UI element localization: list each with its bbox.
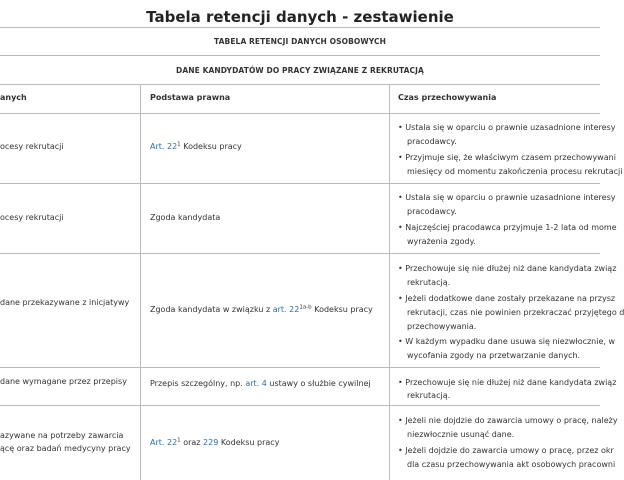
row-3-retention-1b: rekrutacją. bbox=[407, 278, 451, 287]
table-main-heading: TABELA RETENCJI DANYCH OSOBOWYCH bbox=[0, 27, 600, 55]
row-4-category: dane wymagane przez przepisy bbox=[0, 377, 127, 386]
row-5-retention-2b: dla czasu przechowywania akt osobowych pracowni bbox=[407, 460, 616, 469]
row-2-category: ocesy rekrutacji bbox=[0, 213, 64, 222]
row-2-retention-1b: pracodawcy. bbox=[407, 207, 457, 216]
column-header-legal-basis: Podstawa prawna bbox=[150, 93, 231, 102]
row-3-retention-2b: rekrutacji, czas nie powinien przekraczać przyjętego d bbox=[407, 308, 624, 317]
row-2-retention-2a: • Najczęściej pracodawca przyjmuje 1-2 lata od mome bbox=[398, 223, 617, 232]
row-5-legal-basis bbox=[150, 436, 388, 450]
row-3-category: dane przekazywane z inicjatywy bbox=[0, 298, 130, 307]
row-3-legal-basis bbox=[150, 303, 388, 317]
row-1-retention-1b: pracodawcy. bbox=[407, 137, 457, 146]
row-5-retention-1a: • Jeżeli nie dojdzie do zawarcia umowy o pracę, należy bbox=[398, 416, 618, 425]
section-heading: DANE KANDYDATÓW DO PRACY ZWIĄZANE Z REKRUTACJĄ bbox=[0, 55, 600, 85]
row-4-retention-1a: • Przechowuje się nie dłużej niż dane kandydata związ bbox=[398, 378, 617, 387]
row-5-retention-1b: niezwłocznie usunąć dane. bbox=[407, 430, 515, 439]
legal-basis-link[interactable]: Art. 22 bbox=[150, 142, 178, 151]
column-header-data: anych bbox=[0, 93, 27, 102]
row-2-retention-2b: wyrażenia zgody. bbox=[407, 237, 476, 246]
legal-basis-link[interactable]: Art. 22 bbox=[150, 438, 178, 447]
legal-basis-text: Zgoda kandydata w związku z bbox=[150, 305, 273, 314]
row-1-retention-2a: • Przyjmuje się, że właściwym czasem przechowywani bbox=[398, 153, 616, 162]
legal-basis-text: Kodeksu pracy bbox=[180, 142, 242, 151]
column-header-retention: Czas przechowywania bbox=[398, 93, 497, 102]
row-1-retention-1a: • Ustala się w oparciu o prawnie uzasadnione interesy bbox=[398, 123, 616, 132]
superscript: 1 bbox=[177, 437, 181, 444]
legal-basis-text: Kodeksu pracy bbox=[311, 305, 373, 314]
row-3-retention-2c: przechowywania. bbox=[407, 322, 477, 331]
legal-basis-link[interactable]: art. 4 bbox=[245, 379, 267, 388]
row-3-retention-2a: • Jeżeli dodatkowe dane zostały przekazane na przysz bbox=[398, 294, 616, 303]
row-1-retention-2b: miesięcy od momentu zakończenia procesu rekrutacji bbox=[407, 167, 623, 176]
row-5-category-line-1: azywane na potrzeby zawarcia bbox=[0, 431, 124, 440]
row-3-retention-3a: • W każdym wypadku dane usuwa się niezwłocznie, w bbox=[398, 337, 616, 346]
legal-basis-text: ustawy o służbie cywilnej bbox=[266, 379, 371, 388]
legal-basis-text: Kodeksu pracy bbox=[218, 438, 280, 447]
row-5-retention-2a: • Jeżeli dojdzie do zawarcia umowy o pracę, przez okr bbox=[398, 446, 614, 455]
row-3-retention-3b: wycofania zgody na przetwarzanie danych. bbox=[407, 351, 581, 360]
row-4-retention-1b: rekrutacją. bbox=[407, 391, 451, 400]
row-4-legal-basis bbox=[150, 377, 388, 391]
page-title: Tabela retencji danych - zestawienie bbox=[146, 8, 454, 26]
legal-basis-text: Przepis szczególny, np. bbox=[150, 379, 246, 388]
row-3-retention-1a: • Przechowuje się nie dłużej niż dane kandydata związ bbox=[398, 264, 617, 273]
row-1-legal-basis bbox=[150, 140, 388, 154]
legal-basis-link-2[interactable]: 229 bbox=[203, 438, 219, 447]
superscript: 1 bbox=[177, 141, 181, 148]
row-1-category: ocesy rekrutacji bbox=[0, 142, 64, 151]
superscript: 1a-b bbox=[299, 304, 312, 311]
legal-basis-link[interactable]: art. 22 bbox=[272, 305, 300, 314]
row-2-legal-basis: Zgoda kandydata bbox=[150, 213, 221, 222]
legal-basis-text: oraz bbox=[180, 438, 204, 447]
row-5-category-line-2: ącę oraz badań medycyny pracy bbox=[0, 444, 131, 453]
row-2-retention-1a: • Ustala się w oparciu o prawnie uzasadnione interesy bbox=[398, 193, 616, 202]
